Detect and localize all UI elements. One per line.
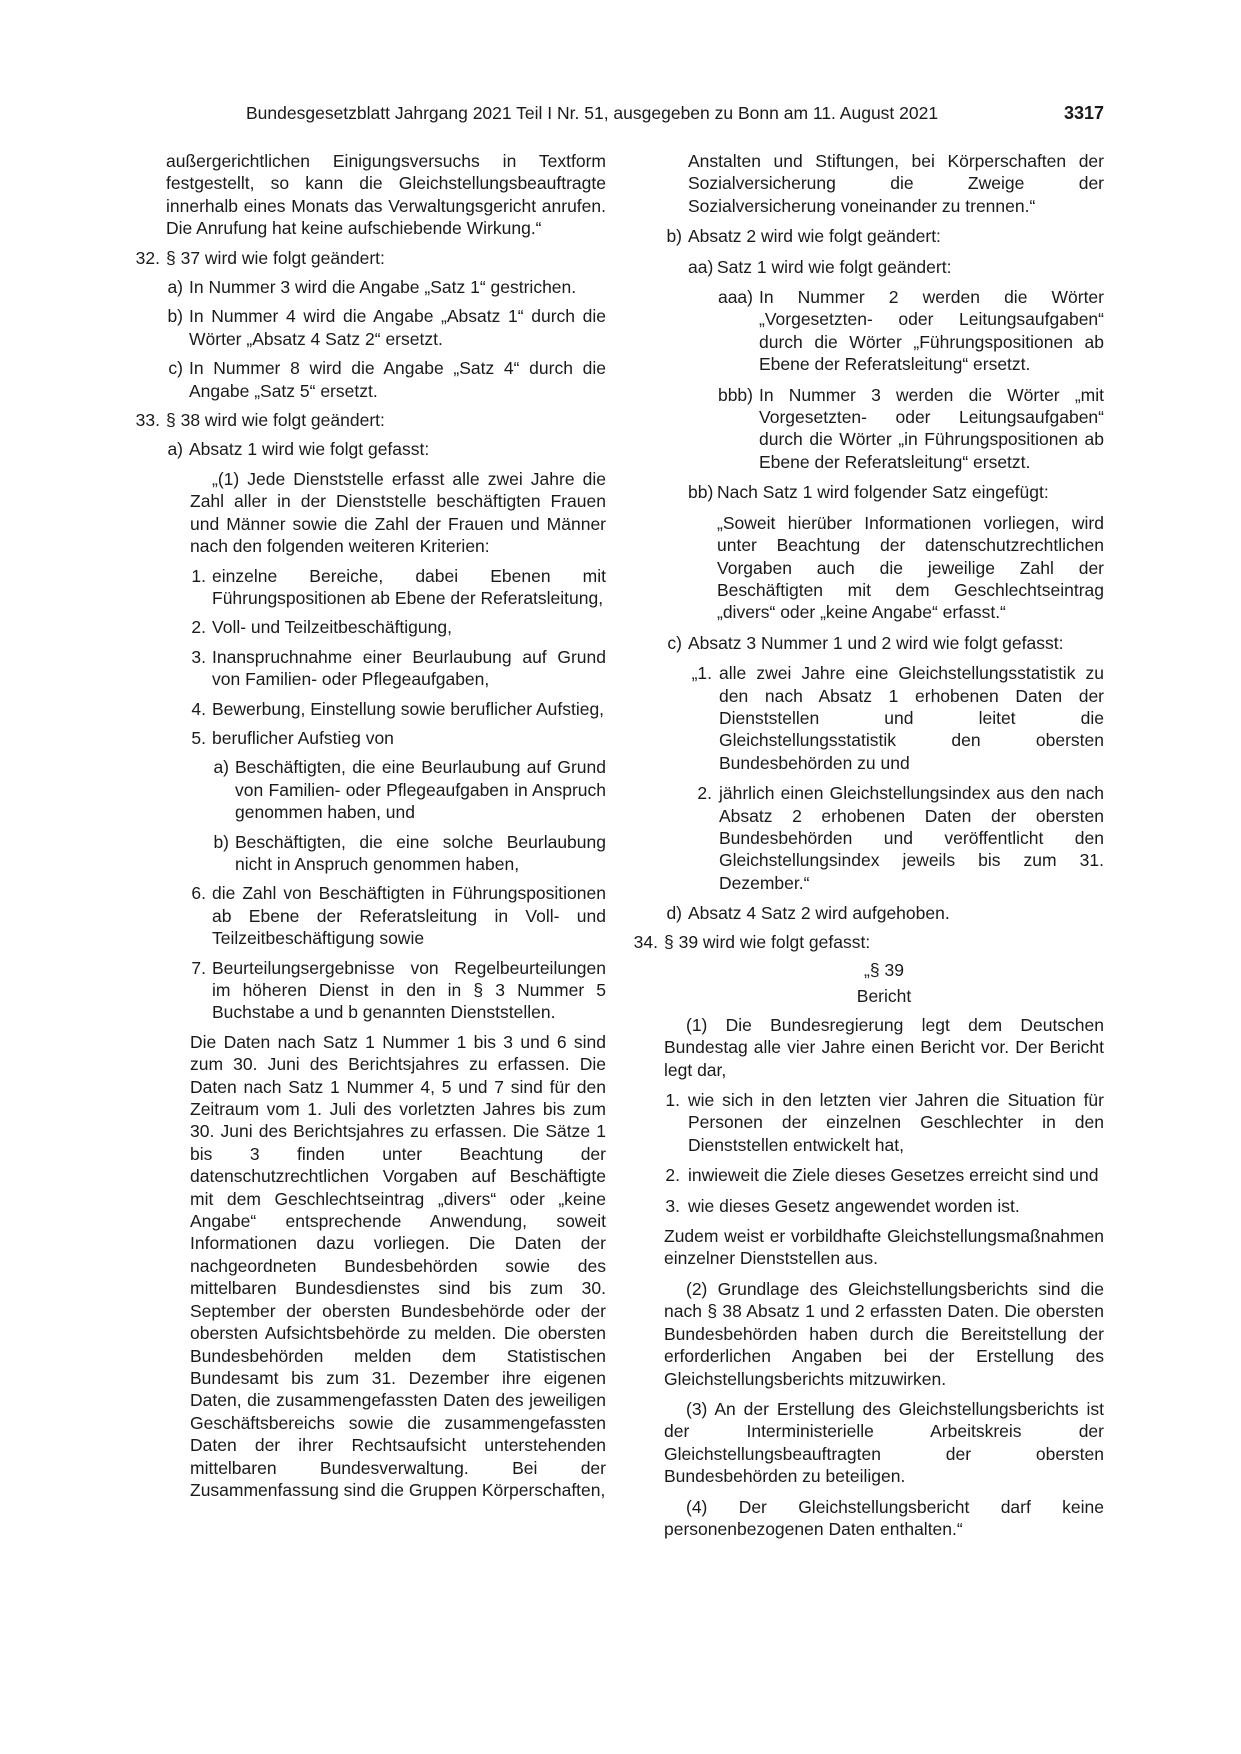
report-item-3 (664, 1195, 1104, 1217)
item-text: § 37 wird wie folgt geändert: (166, 247, 385, 268)
list-item-bb (688, 481, 1104, 503)
quoted-paragraph: „(1) Jede Dienststelle erfasst alle zwei Jahre die Zahl aller in der Dienststelle beschäftigten Frauen und Männer sowie die Zahl der Frauen und Männer nach den folgenden weiteren Kriterien: (190, 468, 606, 557)
inserted-sentence: „Soweit hierüber Informationen vorliegen, wird unter Beachtung der datenschutzrechtlichen Vorgaben auch die jeweilige Zahl der Beschäftigten mit dem Geschlechtseintrag „divers“ oder „keine Angabe“ erfasst.“ (717, 512, 1104, 623)
item-text: Beschäftigten, die eine Beurlaubung auf Grund von Familien- oder Pflegeaufgaben in Anspruch genommen haben, und (235, 757, 606, 823)
item-text: Absatz 4 Satz 2 wird aufgehoben. (688, 903, 950, 924)
data-paragraph: Die Daten nach Satz 1 Nummer 1 bis 3 und 6 sind zum 30. Juni des Berichtsjahres zu erfassen. Die Daten nach Satz 1 Nummer 4, 5 und 7 sind für den Zeitraum vom 1. Juli des vorletzten Jahres bis zum 30. Juni des Berichtsjahres zu erfassen. Die Sätze 1 bis 3 finden unter Beachtung der datenschutzrechtlichen Vorgaben auf Beschäftigte mit dem Geschlechtseintrag „divers“ oder „keine Angabe“ entsprechende Anwendung, soweit Informationen dazu vorliegen. Die Daten der nachgeordneten Bundesbehörden sowie des mittelbaren Bundesdienstes sind bis zum 30. September der obersten Bundesbehörde oder der obersten Aufsichtsbehörde zu melden. Die obersten Bundesbehörden melden dem Statistischen Bundesamt bis zum 31. Dezember ihre eigenen Daten, die zusammengefassten Daten des jeweiligen Geschäftsbereichs sowie die zusammengefassten Daten der ihrer Rechtsaufsicht unterstehenden mittelbaren Bundesverwaltung. Bei der Zusammenfassung sind die Gruppen Körperschaften, (190, 1031, 606, 1500)
item-label: 1. (191, 565, 206, 586)
item-label: a) (167, 439, 183, 460)
paragraph-3: (3) An der Erstellung des Gleichstellungsberichts ist der Interministerielle Arbeitskreis der Gleichstellungsbeauftragten der obersten Bundesbehörden zu beteiligen. (664, 1398, 1104, 1487)
criteria-item-2 (190, 616, 606, 638)
left-column (130, 150, 606, 1501)
replacement-item-2 (688, 782, 1104, 894)
continuation-paragraph: Anstalten und Stiftungen, bei Körperschaften der Sozialversicherung die Zweige der Sozialversicherung voneinander zu trennen.“ (688, 151, 1104, 216)
item-text: die Zahl von Beschäftigten in Führungspositionen ab Ebene der Referatsleitung in Voll- und Teilzeitbeschäftigung sowie (212, 883, 606, 949)
list-item-32c (166, 357, 606, 402)
item-label: „1. (691, 663, 712, 684)
item-label: 32. (135, 247, 160, 268)
item-text: Beurteilungsergebnisse von Regelbeurteilungen im höheren Dienst in den in § 3 Nummer 5 Buchstabe a und b genannten Dienststellen. (212, 957, 606, 1023)
item-label: 5. (191, 727, 206, 748)
list-item-bbb (717, 384, 1104, 474)
criteria-item-5b (212, 831, 606, 876)
item-label: 7. (191, 957, 206, 978)
item-text: § 38 wird wie folgt geändert: (166, 410, 385, 431)
item-text: In Nummer 3 wird die Angabe „Satz 1“ gestrichen. (189, 277, 577, 298)
list-item-32b (166, 305, 606, 350)
item-text: Absatz 1 wird wie folgt gefasst: (189, 439, 430, 460)
item-label: 2. (697, 783, 712, 804)
page-header (246, 101, 1104, 125)
criteria-item-5a (212, 756, 606, 823)
list-item-aaa (717, 286, 1104, 376)
item-label: b) (213, 831, 229, 852)
report-item-2 (664, 1164, 1104, 1186)
list-item-d (664, 902, 1104, 924)
item-text: beruflicher Aufstieg von (212, 727, 394, 748)
item-text: Nach Satz 1 wird folgender Satz eingefügt: (717, 482, 1049, 503)
section-number: „§ 39 (864, 960, 904, 980)
paragraph-4: (4) Der Gleichstellungsbericht darf keine personenbezogenen Daten enthalten.“ (664, 1496, 1104, 1539)
criteria-item-4 (190, 698, 606, 720)
list-item-33a (166, 438, 606, 460)
header-title: Bundesgesetzblatt Jahrgang 2021 Teil I Nr. 51, ausgegeben zu Bonn am 11. August 2021 (246, 103, 939, 123)
item-text: In Nummer 4 wird die Angabe „Absatz 1“ durch die Wörter „Absatz 4 Satz 2“ ersetzt. (189, 306, 606, 349)
criteria-item-5 (190, 727, 606, 749)
item-label: 33. (135, 410, 160, 431)
item-label: c) (168, 358, 183, 379)
paragraph-1: (1) Die Bundesregierung legt dem Deutschen Bundestag alle vier Jahre einen Bericht vor. Der Bericht legt dar, (664, 1014, 1104, 1080)
right-column (633, 150, 1104, 1540)
item-label: a) (167, 277, 183, 298)
additional-sentence: Zudem weist er vorbildhafte Gleichstellungsmaßnahmen einzelner Dienststellen aus. (664, 1226, 1104, 1269)
item-text: alle zwei Jahre eine Gleichstellungsstatistik zu den nach Absatz 1 erhobenen Daten der Dienststellen und leitet die Gleichstellungsstatistik den obersten Bundesbehörden zu und (719, 663, 1104, 773)
item-label: 3. (665, 1195, 680, 1216)
criteria-item-6 (190, 882, 606, 949)
item-label: 3. (191, 646, 206, 667)
list-item-aa (688, 256, 1104, 278)
item-text: Voll- und Teilzeitbeschäftigung, (212, 617, 452, 638)
item-text: inwieweit die Ziele dieses Gesetzes erreicht sind und (688, 1165, 1099, 1186)
list-item-c (664, 632, 1104, 654)
item-text: In Nummer 8 wird die Angabe „Satz 4“ durch die Angabe „Satz 5“ ersetzt. (189, 358, 606, 401)
item-text: Absatz 3 Nummer 1 und 2 wird wie folgt gefasst: (688, 632, 1064, 653)
item-text: In Nummer 3 werden die Wörter „mit Vorgesetzten- oder Leitungsaufgaben“ durch die Wörter „in Führungspositionen ab Ebene der Referatsleitung“ ersetzt. (759, 384, 1104, 472)
item-label: b) (167, 306, 183, 327)
criteria-item-1 (190, 565, 606, 610)
item-text: jährlich einen Gleichstellungsindex aus den nach Absatz 2 erhobenen Daten der obersten Bundesbehörden und veröffentlicht den Gleichstellungsindex jeweils bis zum 31. Dezember.“ (719, 783, 1104, 893)
item-label: 6. (191, 883, 206, 904)
list-item-32 (130, 247, 606, 269)
item-text: § 39 wird wie folgt gefasst: (664, 931, 871, 952)
item-text: Bewerbung, Einstellung sowie beruflicher Aufstieg, (212, 698, 605, 719)
list-item-b (664, 225, 1104, 247)
item-label: 34. (633, 931, 658, 952)
item-label: c) (667, 632, 682, 653)
item-label: a) (213, 757, 229, 778)
item-text: einzelne Bereiche, dabei Ebenen mit Führungspositionen ab Ebene der Referatsleitung, (212, 565, 606, 608)
list-item-33 (130, 409, 606, 431)
item-label: b) (666, 226, 682, 247)
item-text: Absatz 2 wird wie folgt geändert: (688, 226, 941, 247)
list-item-34 (628, 931, 1104, 953)
criteria-item-7 (190, 957, 606, 1024)
item-label: bb) (688, 482, 714, 503)
item-text: Satz 1 wird wie folgt geändert: (717, 256, 952, 277)
item-label: 1. (665, 1090, 680, 1111)
continuation-paragraph: außergerichtlichen Einigungsversuchs in Textform festgestellt, so kann die Gleichstellungsbeauftragte innerhalb eines Monats das Verwaltungsgericht anrufen. Die Anrufung hat keine aufschiebende Wirkung.“ (166, 151, 606, 239)
report-item-1 (664, 1089, 1104, 1156)
paragraph-2: (2) Grundlage des Gleichstellungsberichts sind die nach § 38 Absatz 1 und 2 erfassten Daten. Die obersten Bundesbehörden haben durch die Bereitstellung der erforderlichen Angaben bei der Erstellung des Gleichstellungsberichts mitzuwirken. (664, 1278, 1104, 1389)
list-item-32a (166, 276, 606, 298)
item-label: d) (666, 903, 682, 924)
item-text: In Nummer 2 werden die Wörter „Vorgesetzten- oder Leitungsaufgaben“ durch die Wörter „Führungspositionen ab Ebene der Referatsleitung“ ersetzt. (759, 287, 1104, 375)
item-text: wie sich in den letzten vier Jahren die Situation für Personen der einzelnen Geschlechter in den Dienststellen entwickelt hat, (688, 1090, 1104, 1155)
criteria-item-3 (190, 646, 606, 691)
section-title: Bericht (856, 986, 912, 1007)
item-label: 2. (191, 617, 206, 638)
item-text: wie dieses Gesetz angewendet worden ist. (688, 1195, 1020, 1216)
item-text: Beschäftigten, die eine solche Beurlaubung nicht in Anspruch genommen haben, (235, 831, 606, 874)
item-label: 4. (191, 698, 206, 719)
item-label: aaa) (717, 287, 753, 308)
item-label: aa) (688, 256, 714, 277)
item-label: 2. (665, 1165, 680, 1186)
item-label: bbb) (717, 384, 753, 405)
item-text: Inanspruchnahme einer Beurlaubung auf Grund von Familien- oder Pflegeaufgaben, (212, 646, 606, 690)
replacement-item-1 (688, 662, 1104, 774)
page-number: 3317 (1063, 103, 1104, 123)
